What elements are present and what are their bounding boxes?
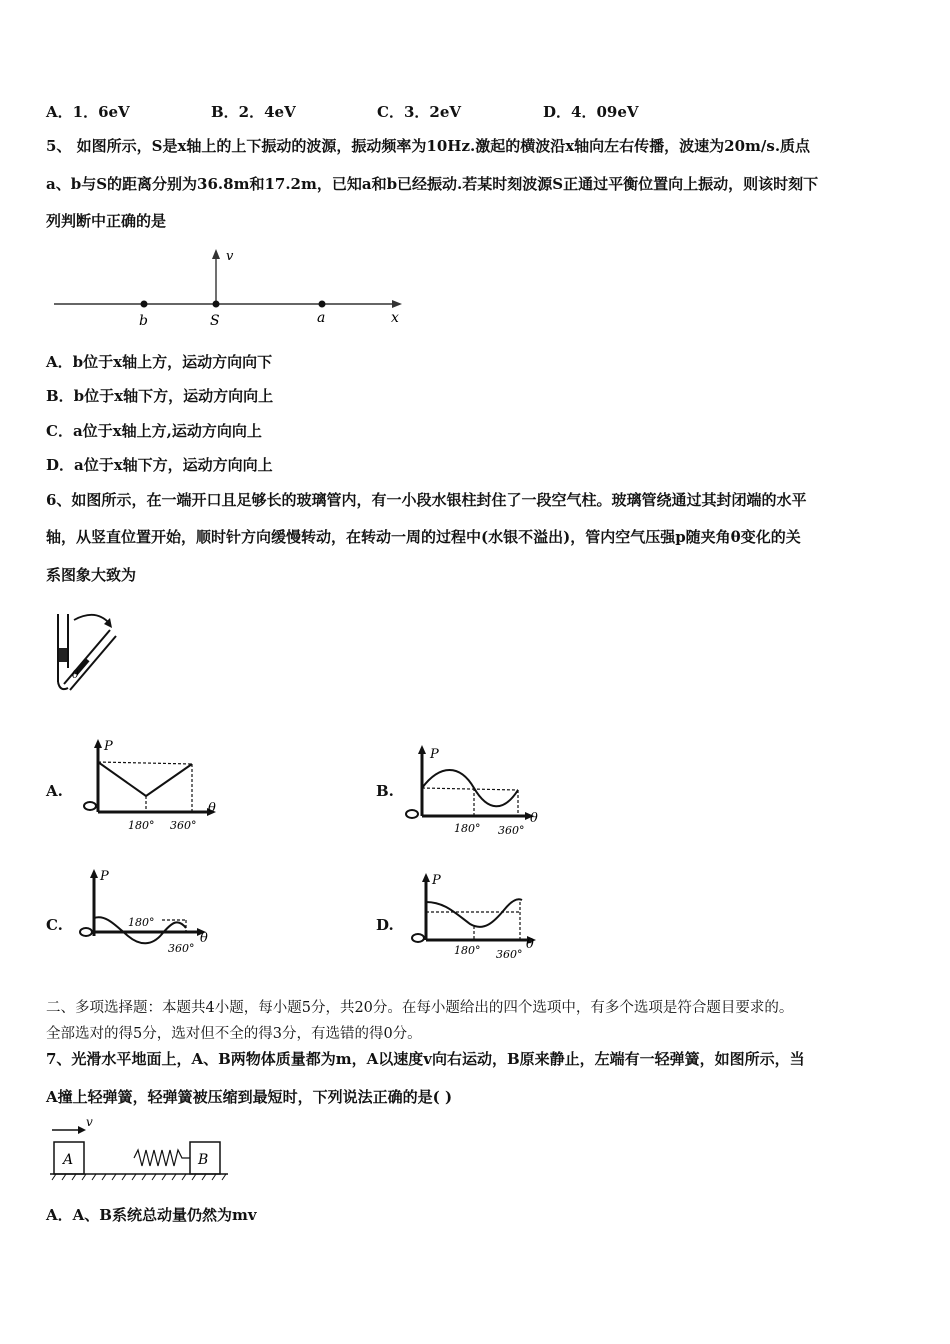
q6-graph-c <box>76 866 226 958</box>
q4-option-a: A．1．6eV <box>46 103 130 121</box>
q4-option-b: B．2．4eV <box>211 103 296 121</box>
q6-graph-a-180: 180° <box>128 819 155 832</box>
q6-tube-figure <box>52 608 132 698</box>
section2-line-1: 二、多项选择题：本题共4小题，每小题5分，共20分。在每小题给出的四个选项中，有多个选项是符合题目要求的。 <box>46 1000 794 1016</box>
q5-stem-line-1: 5、 如图所示，S是x轴上的上下振动的波源，振动频率为10Hz.激起的横波沿x轴向左右传播，波速为20m/s.质点 <box>46 137 811 155</box>
q6-graph-a-p: P <box>104 739 113 754</box>
q6-stem-line-2: 轴，从竖直位置开始，顺时针方向缓慢转动，在转动一周的过程中(水银不溢出)，管内空气压强p随夹角θ变化的关 <box>46 528 801 546</box>
q6-graph-c-360: 360° <box>168 942 195 955</box>
q6-graph-d-p: P <box>432 873 441 888</box>
q6-graph-b-theta: θ <box>530 811 538 826</box>
q5-option-d: D．a位于x轴下方，运动方向向上 <box>46 456 273 474</box>
q7-spring-figure <box>46 1114 236 1186</box>
q6-stem-line-1: 6、如图所示，在一端开口且足够长的玻璃管内，有一小段水银柱封住了一段空气柱。玻璃管绕通过其封闭端的水平 <box>46 491 807 509</box>
q5-option-a: A．b位于x轴上方，运动方向向下 <box>46 353 273 371</box>
q6-graph-d <box>410 870 550 962</box>
section2-line-2: 全部选对的得5分，选对但不全的得3分，有选错的得0分。 <box>46 1026 422 1042</box>
q6-tube-theta-label: θ <box>72 668 79 681</box>
q7-option-a: A．A、B系统总动量仍然为mv <box>46 1206 257 1224</box>
q5-fig-v-label: v <box>226 249 234 264</box>
q4-option-d: D．4．09eV <box>543 103 639 121</box>
q4-option-c: C．3．2eV <box>377 103 461 121</box>
q5-fig-b-label: b <box>139 313 148 329</box>
q6-graph-c-theta: θ <box>200 931 208 946</box>
q7-stem-line-1: 7、光滑水平地面上，A、B两物体质量都为m，A以速度v向右运动，B原来静止，左端有一轻弹簧，如图所示，当 <box>46 1050 805 1068</box>
q7-fig-a-label: A <box>63 1152 74 1168</box>
q6-stem-line-3: 系图象大致为 <box>46 566 137 584</box>
q6-graph-d-theta: θ <box>526 937 534 952</box>
q6-graph-c-p: P <box>100 869 109 884</box>
q6-graph-d-360: 360° <box>496 948 523 961</box>
q6-graph-b-p: P <box>430 747 439 762</box>
q6-graph-a-label: A. <box>46 782 63 800</box>
q6-graph-d-180: 180° <box>454 944 481 957</box>
q6-graph-b <box>400 742 550 842</box>
q5-stem-line-2: a、b与S的距离分别为36.8m和17.2m，已知a和b已经振动.若某时刻波源S正通过平衡位置向上振动，则该时刻下 <box>46 175 819 193</box>
q7-fig-b-label: B <box>198 1152 209 1168</box>
q6-graph-c-label: C. <box>46 916 63 934</box>
q5-fig-a-label: a <box>317 310 326 326</box>
q6-graph-a-360: 360° <box>170 819 197 832</box>
q5-stem-line-3: 列判断中正确的是 <box>46 212 167 230</box>
q5-option-b: B．b位于x轴下方，运动方向向上 <box>46 387 274 405</box>
q6-graph-d-label: D. <box>376 916 394 934</box>
q6-graph-c-180: 180° <box>128 916 155 929</box>
q7-fig-v-label: v <box>86 1115 93 1129</box>
q6-graph-b-360: 360° <box>498 824 525 837</box>
q5-fig-x-label: x <box>391 310 399 326</box>
q5-option-c: C．a位于x轴上方,运动方向向上 <box>46 422 262 440</box>
q6-graph-b-180: 180° <box>454 822 481 835</box>
q7-stem-line-2: A撞上轻弹簧，轻弹簧被压缩到最短时，下列说法正确的是( ) <box>46 1088 453 1106</box>
q5-fig-s-label: S <box>210 313 220 329</box>
q6-graph-a-theta: θ <box>208 801 216 816</box>
q6-graph-b-label: B. <box>376 782 394 800</box>
q5-wave-figure <box>50 244 410 334</box>
q6-graph-a <box>80 736 240 836</box>
